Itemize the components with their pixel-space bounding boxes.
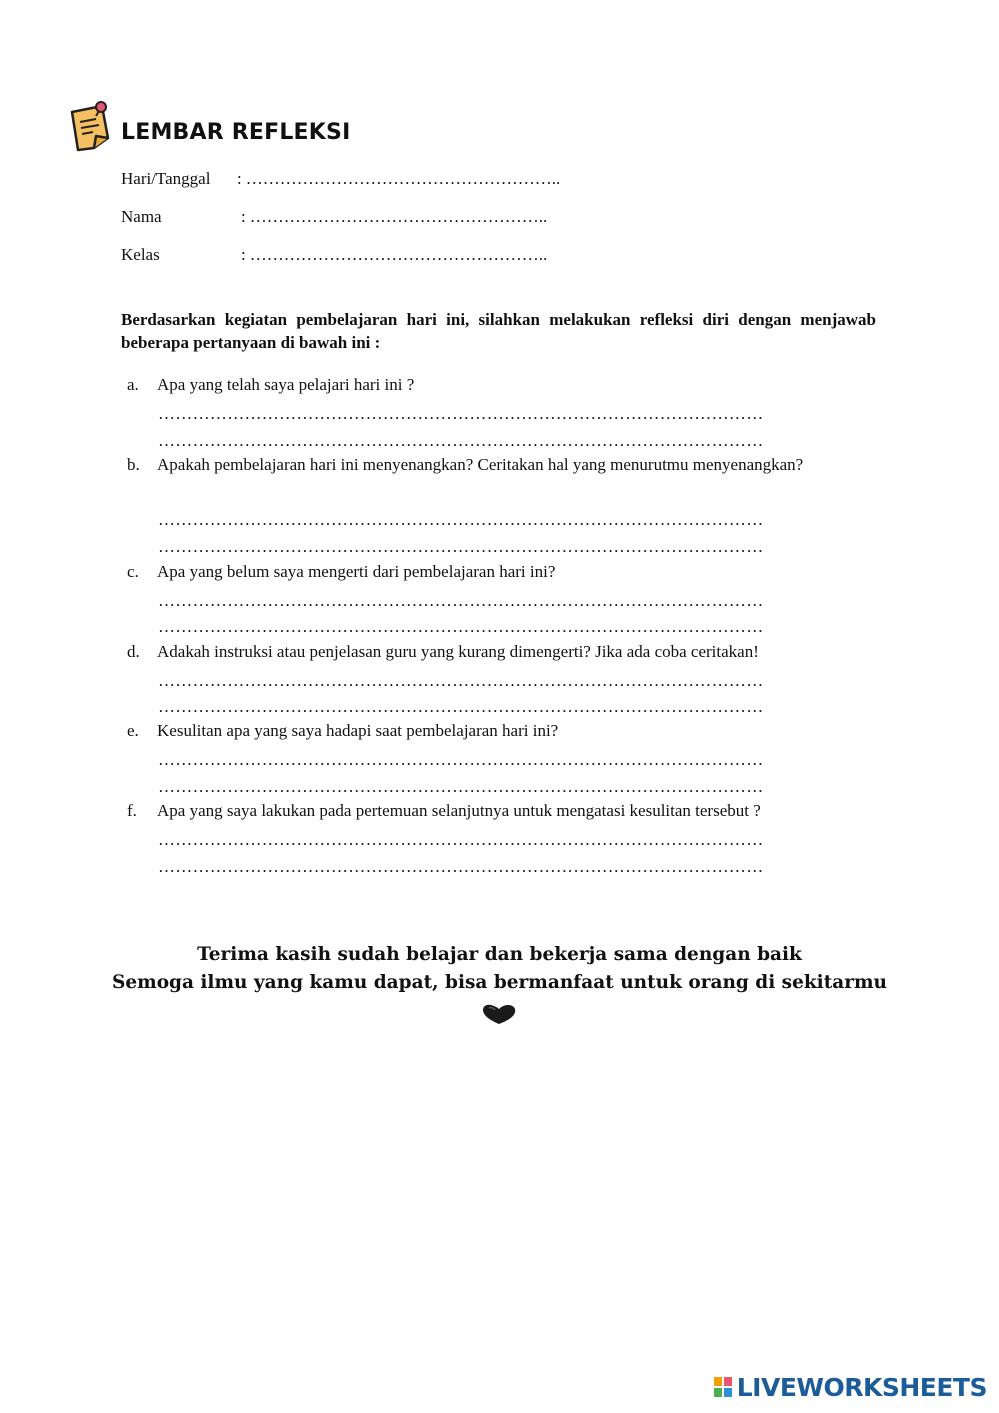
answer-line[interactable]: …………………………………………………………………………………………… xyxy=(158,857,764,876)
question-d xyxy=(127,639,872,665)
answer-line[interactable]: …………………………………………………………………………………………… xyxy=(158,617,764,636)
info-row-date xyxy=(121,169,560,189)
question-letter: a. xyxy=(127,375,139,394)
page-title: LEMBAR REFLEKSI xyxy=(121,120,351,145)
name-field[interactable]: …………………………………………….. xyxy=(249,207,548,226)
info-label: Nama xyxy=(121,207,162,226)
answer-line[interactable]: …………………………………………………………………………………………… xyxy=(158,830,764,849)
instructions: Berdasarkan kegiatan pembelajaran hari ini, silahkan melakukan refleksi diri dengan menjawab beberapa pertanyaan di bawah ini : xyxy=(121,310,876,352)
info-colon: : xyxy=(237,169,242,188)
date-field[interactable]: ……………………………………………….. xyxy=(245,169,561,188)
question-e xyxy=(127,718,872,744)
info-row-class xyxy=(121,245,547,265)
liveworksheets-logo-icon xyxy=(713,1375,733,1399)
info-colon: : xyxy=(241,207,246,226)
question-c xyxy=(127,559,872,585)
answer-line[interactable]: …………………………………………………………………………………………… xyxy=(158,777,764,796)
answer-line[interactable]: …………………………………………………………………………………………… xyxy=(158,510,764,529)
answer-line[interactable]: …………………………………………………………………………………………… xyxy=(158,671,764,690)
answer-line[interactable]: …………………………………………………………………………………………… xyxy=(158,404,764,423)
question-text: Kesulitan apa yang saya hadapi saat pembelajaran hari ini? xyxy=(157,721,559,740)
answer-line[interactable]: …………………………………………………………………………………………… xyxy=(158,537,764,556)
question-b xyxy=(127,452,872,478)
answer-line[interactable]: …………………………………………………………………………………………… xyxy=(158,750,764,769)
answer-line[interactable]: …………………………………………………………………………………………… xyxy=(158,697,764,716)
question-letter: c. xyxy=(127,562,139,581)
liveworksheets-wordmark: LIVEWORKSHEETS xyxy=(736,1372,987,1402)
answer-line[interactable]: …………………………………………………………………………………………… xyxy=(158,431,764,450)
info-label: Hari/Tanggal xyxy=(121,169,211,188)
closing-line-1: Terima kasih sudah belajar dan bekerja sama dengan baik xyxy=(197,944,802,965)
question-text: Apa yang belum saya mengerti dari pembelajaran hari ini? xyxy=(157,562,556,581)
liveworksheets-logo xyxy=(713,1372,987,1402)
info-colon: : xyxy=(241,245,246,264)
sticky-note-icon xyxy=(66,100,112,154)
question-letter: b. xyxy=(127,455,140,474)
question-a xyxy=(127,372,872,398)
question-letter: d. xyxy=(127,642,140,661)
info-label: Kelas xyxy=(121,245,160,264)
heart-icon xyxy=(481,1002,517,1026)
question-text: Apakah pembelajaran hari ini menyenangkan? Ceritakan hal yang menurutmu menyenangkan? xyxy=(157,455,804,474)
answer-line[interactable]: …………………………………………………………………………………………… xyxy=(158,591,764,610)
info-row-name xyxy=(121,207,547,227)
question-text: Adakah instruksi atau penjelasan guru yang kurang dimengerti? Jika ada coba ceritakan! xyxy=(157,642,759,661)
question-letter: e. xyxy=(127,721,139,740)
closing-line-2: Semoga ilmu yang kamu dapat, bisa bermanfaat untuk orang di sekitarmu xyxy=(111,972,888,993)
question-text: Apa yang saya lakukan pada pertemuan selanjutnya untuk mengatasi kesulitan tersebut ? xyxy=(157,801,761,820)
question-text: Apa yang telah saya pelajari hari ini ? xyxy=(157,375,415,394)
class-field[interactable]: …………………………………………….. xyxy=(249,245,548,264)
question-f xyxy=(127,798,872,824)
question-letter: f. xyxy=(127,801,137,820)
